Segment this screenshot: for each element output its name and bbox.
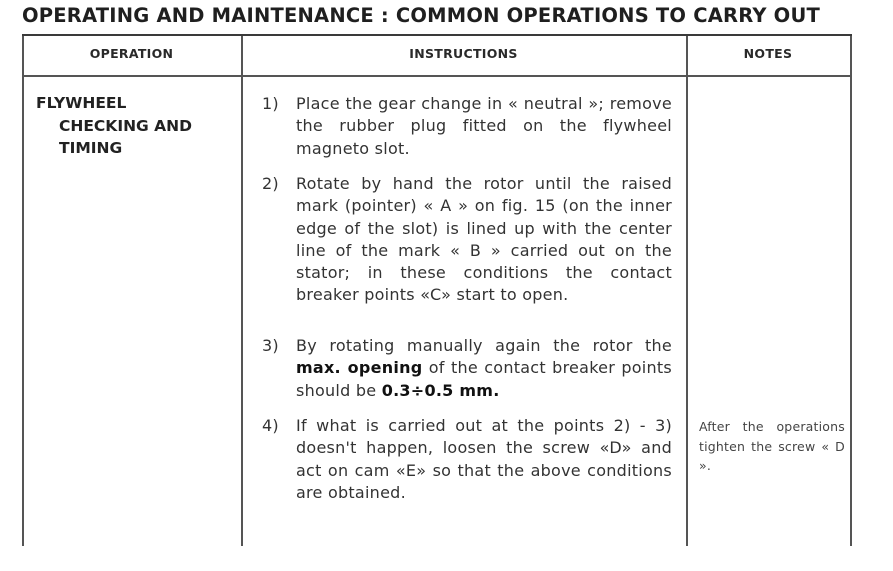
- page-title: OPERATING AND MAINTENANCE : COMMON OPERATIONS TO CARRY OUT: [22, 4, 820, 27]
- step-text-part: By rotating manually again the rotor the: [296, 336, 672, 355]
- table-top-rule: [22, 34, 852, 36]
- step-4: [262, 415, 672, 504]
- table-right-border: [850, 36, 852, 546]
- operation-title-line1: FLYWHEEL: [36, 94, 127, 112]
- column-divider-instructions: [686, 36, 688, 546]
- step-text: Place the gear change in « neutral »; remove the rubber plug fitted on the flywheel magneto slot.: [296, 94, 672, 158]
- step-number: 4): [262, 416, 279, 435]
- emphasis-max-opening: max. opening: [296, 358, 423, 378]
- step-text-part: of the contact breaker points should be: [296, 358, 672, 400]
- operation-title: [36, 92, 192, 160]
- step-2: [262, 173, 672, 307]
- step-text: Rotate by hand the rotor until the raised mark (pointer) « A » on fig. 15 (on the inner edge of the slot) is lined up with the center line of the mark « B » carried out on the stator; in these conditions the contact breaker points «C» start to open.: [296, 174, 672, 305]
- table-left-border: [22, 36, 24, 546]
- emphasis-gap-value: 0.3÷0.5 mm.: [381, 380, 500, 400]
- step-text: [296, 335, 672, 402]
- step-number: 2): [262, 174, 279, 193]
- operation-title-line2: CHECKING AND: [59, 116, 193, 135]
- column-divider-operation: [241, 36, 243, 546]
- step-1: [262, 93, 672, 160]
- note-text: After the operations tighten the screw « D ».: [699, 419, 845, 473]
- step-number: 3): [262, 336, 279, 355]
- header-instructions: INSTRUCTIONS: [409, 46, 518, 61]
- step-text: If what is carried out at the points 2) - 3) doesn't happen, loosen the screw «D» and act on cam «E» so that the above conditions are obtained.: [296, 416, 672, 502]
- header-bottom-rule: [22, 75, 852, 77]
- step-number: 1): [262, 94, 279, 113]
- header-operation: OPERATION: [89, 46, 174, 61]
- step-3: [262, 335, 672, 402]
- header-notes: NOTES: [743, 46, 793, 61]
- operation-title-line3: TIMING: [59, 139, 123, 157]
